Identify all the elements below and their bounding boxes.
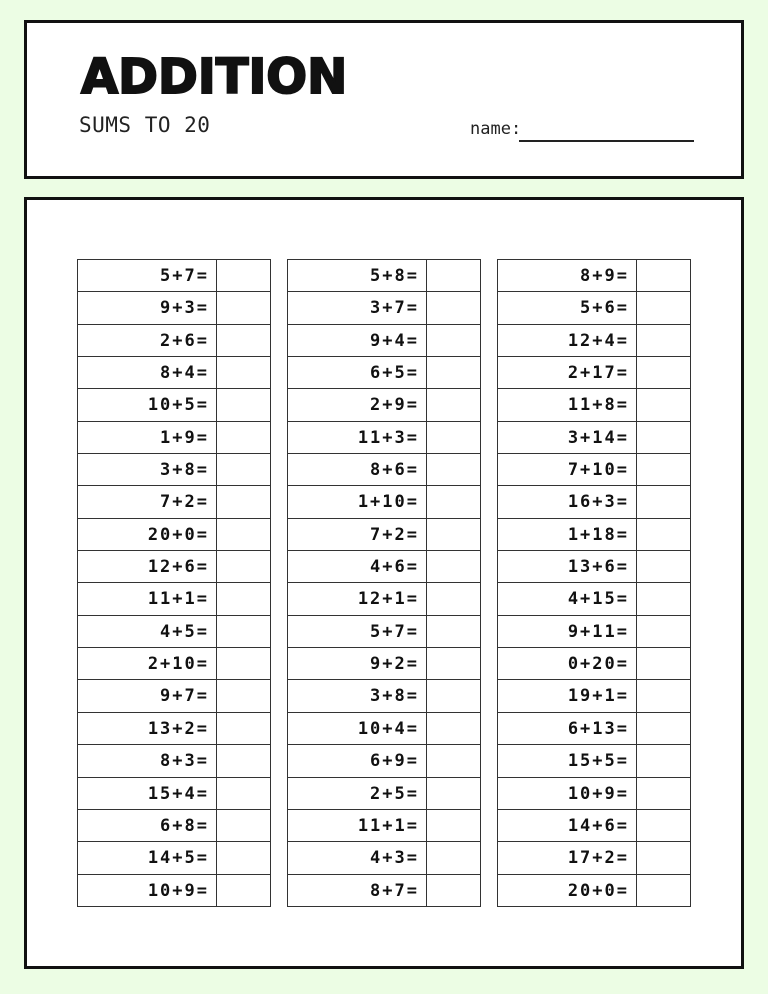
problem-row (498, 422, 690, 454)
problem-equation: 4+3= (288, 842, 427, 873)
problem-column-3 (497, 259, 691, 907)
name-field[interactable] (519, 140, 694, 142)
problem-equation: 11+8= (498, 389, 637, 420)
answer-box[interactable] (427, 583, 480, 614)
answer-box[interactable] (637, 519, 690, 550)
answer-box[interactable] (427, 357, 480, 388)
problem-row (78, 486, 270, 518)
problem-equation: 15+5= (498, 745, 637, 776)
problem-equation: 8+9= (498, 260, 637, 291)
problem-equation: 15+4= (78, 778, 217, 809)
problem-row (78, 875, 270, 907)
problem-row (288, 454, 480, 486)
answer-box[interactable] (217, 778, 270, 809)
problem-row (288, 648, 480, 680)
answer-box[interactable] (427, 422, 480, 453)
answer-box[interactable] (427, 778, 480, 809)
answer-box[interactable] (427, 454, 480, 485)
answer-box[interactable] (427, 486, 480, 517)
answer-box[interactable] (217, 422, 270, 453)
answer-box[interactable] (637, 454, 690, 485)
problem-equation: 9+2= (288, 648, 427, 679)
problem-row (288, 260, 480, 292)
problem-equation: 12+6= (78, 551, 217, 582)
problem-row (78, 292, 270, 324)
answer-box[interactable] (217, 842, 270, 873)
problem-equation: 1+10= (288, 486, 427, 517)
problem-equation: 10+5= (78, 389, 217, 420)
problem-row (498, 454, 690, 486)
problem-row (78, 389, 270, 421)
problem-equation: 11+1= (288, 810, 427, 841)
problem-equation: 8+3= (78, 745, 217, 776)
answer-box[interactable] (427, 551, 480, 582)
worksheet-subtitle: SUMS TO 20 (79, 113, 211, 137)
problem-row (498, 519, 690, 551)
answer-box[interactable] (637, 875, 690, 906)
problem-equation: 20+0= (78, 519, 217, 550)
problem-equation: 5+6= (498, 292, 637, 323)
answer-box[interactable] (217, 875, 270, 906)
problem-row (498, 357, 690, 389)
problem-row (288, 325, 480, 357)
answer-box[interactable] (427, 842, 480, 873)
problem-equation: 5+8= (288, 260, 427, 291)
answer-box[interactable] (217, 357, 270, 388)
problem-row (288, 357, 480, 389)
problem-equation: 9+7= (78, 680, 217, 711)
answer-box[interactable] (217, 325, 270, 356)
answer-box[interactable] (427, 648, 480, 679)
answer-box[interactable] (637, 551, 690, 582)
problem-column-2 (287, 259, 481, 907)
answer-box[interactable] (637, 745, 690, 776)
problem-equation: 1+9= (78, 422, 217, 453)
answer-box[interactable] (637, 648, 690, 679)
answer-box[interactable] (217, 486, 270, 517)
problem-equation: 4+6= (288, 551, 427, 582)
problem-equation: 6+5= (288, 357, 427, 388)
problem-row (78, 713, 270, 745)
problem-equation: 11+3= (288, 422, 427, 453)
answer-box[interactable] (637, 680, 690, 711)
answer-box[interactable] (637, 260, 690, 291)
problem-equation: 9+4= (288, 325, 427, 356)
problem-equation: 2+10= (78, 648, 217, 679)
problem-row (288, 745, 480, 777)
problem-row (78, 810, 270, 842)
problem-row (288, 616, 480, 648)
problem-equation: 0+20= (498, 648, 637, 679)
problem-row (78, 616, 270, 648)
problem-row (288, 810, 480, 842)
problem-equation: 13+6= (498, 551, 637, 582)
answer-box[interactable] (637, 616, 690, 647)
problem-row (288, 292, 480, 324)
problem-equation: 9+11= (498, 616, 637, 647)
problem-row (498, 648, 690, 680)
answer-box[interactable] (217, 616, 270, 647)
problem-row (498, 842, 690, 874)
problem-equation: 8+7= (288, 875, 427, 906)
problem-equation: 2+6= (78, 325, 217, 356)
problem-column-1 (77, 259, 271, 907)
answer-box[interactable] (217, 648, 270, 679)
problem-equation: 11+1= (78, 583, 217, 614)
problem-row (78, 778, 270, 810)
answer-box[interactable] (637, 357, 690, 388)
problem-equation: 2+17= (498, 357, 637, 388)
problem-row (78, 583, 270, 615)
problem-equation: 5+7= (78, 260, 217, 291)
problem-equation: 16+3= (498, 486, 637, 517)
problem-row (288, 389, 480, 421)
answer-box[interactable] (637, 842, 690, 873)
problem-row (288, 778, 480, 810)
problem-equation: 19+1= (498, 680, 637, 711)
problem-row (498, 292, 690, 324)
problem-equation: 10+9= (498, 778, 637, 809)
problem-row (498, 778, 690, 810)
problem-equation: 6+8= (78, 810, 217, 841)
problem-row (288, 486, 480, 518)
header-panel (24, 20, 744, 179)
problem-row (498, 486, 690, 518)
answer-box[interactable] (637, 713, 690, 744)
answer-box[interactable] (637, 422, 690, 453)
problem-row (498, 680, 690, 712)
problem-row (498, 745, 690, 777)
answer-box[interactable] (217, 292, 270, 323)
problem-equation: 7+2= (288, 519, 427, 550)
problem-row (498, 551, 690, 583)
answer-box[interactable] (427, 810, 480, 841)
problem-equation: 17+2= (498, 842, 637, 873)
answer-box[interactable] (637, 778, 690, 809)
answer-box[interactable] (217, 519, 270, 550)
answer-box[interactable] (427, 325, 480, 356)
problem-equation: 7+2= (78, 486, 217, 517)
problem-equation: 5+7= (288, 616, 427, 647)
problem-row (78, 648, 270, 680)
problem-row (78, 422, 270, 454)
problem-row (78, 519, 270, 551)
problem-row (288, 519, 480, 551)
answer-box[interactable] (217, 260, 270, 291)
answer-box[interactable] (427, 680, 480, 711)
problem-equation: 7+10= (498, 454, 637, 485)
answer-box[interactable] (637, 810, 690, 841)
problem-row (498, 389, 690, 421)
problem-equation: 3+7= (288, 292, 427, 323)
problem-row (78, 357, 270, 389)
answer-box[interactable] (427, 875, 480, 906)
problem-equation: 2+5= (288, 778, 427, 809)
answer-box[interactable] (427, 260, 480, 291)
problem-equation: 12+1= (288, 583, 427, 614)
answer-box[interactable] (427, 616, 480, 647)
answer-box[interactable] (217, 389, 270, 420)
answer-box[interactable] (427, 745, 480, 776)
problem-equation: 4+15= (498, 583, 637, 614)
problem-row (498, 583, 690, 615)
answer-box[interactable] (427, 292, 480, 323)
problem-equation: 6+13= (498, 713, 637, 744)
problem-equation: 20+0= (498, 875, 637, 906)
problem-equation: 3+8= (78, 454, 217, 485)
answer-box[interactable] (217, 583, 270, 614)
problem-equation: 8+6= (288, 454, 427, 485)
problem-row (288, 842, 480, 874)
answer-box[interactable] (217, 745, 270, 776)
answer-box[interactable] (217, 680, 270, 711)
problem-equation: 3+8= (288, 680, 427, 711)
answer-box[interactable] (217, 551, 270, 582)
problem-equation: 14+6= (498, 810, 637, 841)
answer-box[interactable] (637, 325, 690, 356)
answer-box[interactable] (637, 292, 690, 323)
answer-box[interactable] (427, 519, 480, 550)
problem-row (288, 422, 480, 454)
problem-row (498, 325, 690, 357)
problem-row (498, 260, 690, 292)
problem-row (288, 551, 480, 583)
answer-box[interactable] (427, 389, 480, 420)
problem-row (78, 842, 270, 874)
problem-row (498, 616, 690, 648)
problem-row (78, 551, 270, 583)
problem-row (288, 713, 480, 745)
problem-row (78, 325, 270, 357)
problem-equation: 1+18= (498, 519, 637, 550)
answer-box[interactable] (217, 810, 270, 841)
problem-row (498, 875, 690, 907)
problem-row (78, 260, 270, 292)
problem-row (78, 745, 270, 777)
problem-row (498, 713, 690, 745)
problem-equation: 13+2= (78, 713, 217, 744)
problem-equation: 12+4= (498, 325, 637, 356)
problem-row (498, 810, 690, 842)
problem-row (288, 875, 480, 907)
name-label: name: (470, 119, 522, 139)
problem-equation: 6+9= (288, 745, 427, 776)
problem-equation: 3+14= (498, 422, 637, 453)
problem-row (78, 680, 270, 712)
problem-equation: 8+4= (78, 357, 217, 388)
answer-box[interactable] (217, 713, 270, 744)
answer-box[interactable] (637, 583, 690, 614)
answer-box[interactable] (427, 713, 480, 744)
worksheet-title: ADDITION (81, 49, 348, 105)
problem-equation: 10+4= (288, 713, 427, 744)
problem-equation: 14+5= (78, 842, 217, 873)
problem-equation: 10+9= (78, 875, 217, 906)
problem-equation: 4+5= (78, 616, 217, 647)
problem-equation: 9+3= (78, 292, 217, 323)
problem-row (288, 583, 480, 615)
problem-row (78, 454, 270, 486)
answer-box[interactable] (637, 486, 690, 517)
problem-equation: 2+9= (288, 389, 427, 420)
answer-box[interactable] (217, 454, 270, 485)
answer-box[interactable] (637, 389, 690, 420)
problem-row (288, 680, 480, 712)
